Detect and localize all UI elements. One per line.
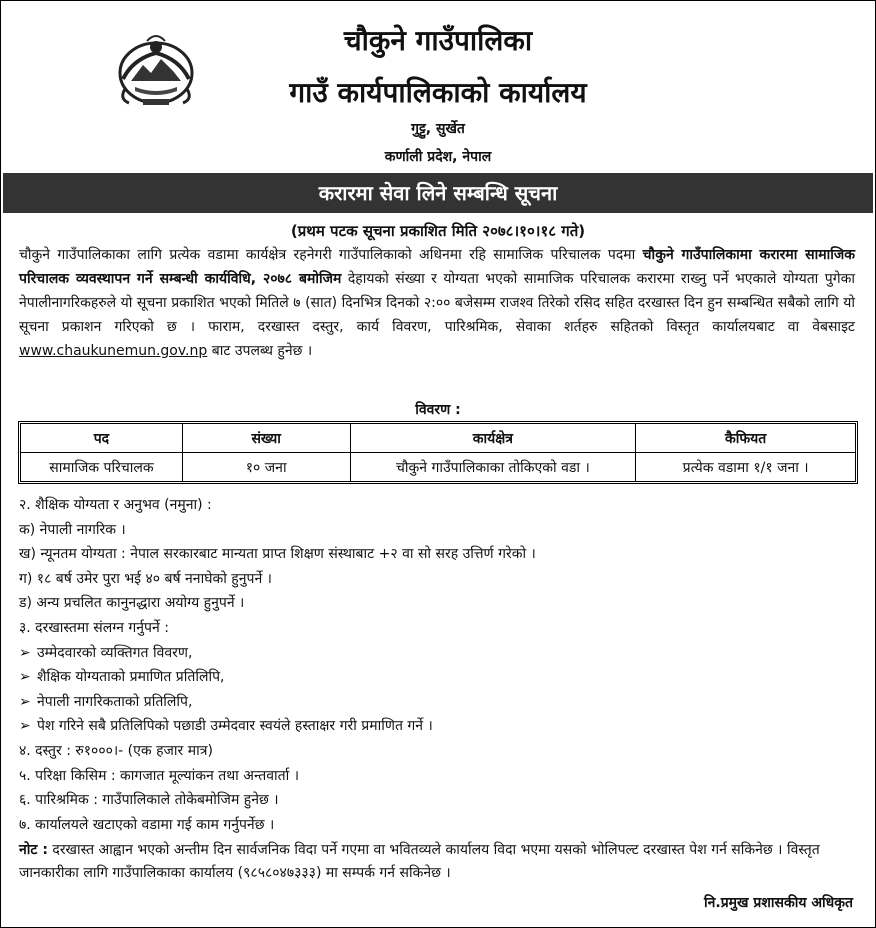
table-cell: चौकुने गाउँपालिकाका तोकिएको वडा ।: [350, 453, 636, 482]
signature-title: नि.प्रमुख प्रशासकीय अधिकृत: [704, 895, 853, 911]
list-item-text: ड) अन्य प्रचलित कानुनद्धारा अयोग्य हुनुपर्ने ।: [19, 595, 245, 612]
note-paragraph: [19, 839, 859, 885]
list-item: [19, 690, 859, 715]
intro-bold-text: चौकुने गाउँपालिकामा करारमा सामाजिक परिचालक व्यवस्थापन गर्ने सम्बन्धी कार्यविधि, २०७८ बमोजिम: [19, 247, 856, 287]
table-row: [21, 453, 856, 482]
list-item-text: ३. दरखास्तमा संलग्न गर्नुपर्ने :: [19, 619, 169, 636]
address-line-2: कर्णाली प्रदेश, नेपाल: [384, 149, 492, 165]
website-link[interactable]: www.chaukunemun.gov.np: [19, 343, 208, 359]
office-title: गाउँ कार्यपालिकाको कार्यालय: [289, 76, 587, 109]
list-item: [19, 518, 859, 543]
list-item: [19, 665, 859, 690]
list-item-text: ५. परिक्षा किसिम : कागजात मूल्यांकन तथा अन्तवार्ता ।: [19, 767, 300, 784]
list-item: [19, 591, 859, 616]
address-line-1: गुट्टु, सुर्खेत: [411, 121, 465, 137]
note-label: नोट :: [19, 842, 48, 858]
notice-title: करारमा सेवा लिने सम्बन्धि सूचना: [318, 181, 558, 205]
publication-date: (प्रथम पटक सूचना प्रकाशित मिति २०७८।१०।१८ गते): [290, 222, 586, 240]
intro-paragraph: [19, 243, 855, 363]
table-cell: १० जना: [182, 453, 350, 482]
list-item-text: ग) १८ बर्ष उमेर पुरा भई ४० बर्ष ननाघेको हुनुपर्ने ।: [19, 570, 272, 587]
list-item-text: पेश गरिने सबै प्रतिलिपिको पछाडी उम्मेदवार स्वयंले हस्ताक्षर गरी प्रमाणित गर्ने ।: [37, 718, 433, 735]
note-text: दरखास्त आह्वान भएको अन्तीम दिन सार्वजनिक विदा पर्ने गएमा वा भवितव्यले कार्यालय विदा भएमा यसको भोलिपल्ट दरखास्त पेश गर्न सकिनेछ । विस्तृत जानकारीका लागि गाउँपालिकाका कार्यालय (९८५८०४७३३३) मा सम्पर्क गर्न सकिनेछ ।: [19, 842, 820, 881]
list-item-text: ख) न्यूनतम योग्यता : नेपाल सरकारबाट मान्यता प्राप्त शिक्षण संस्थाबाट +२ वा सो सरह उत्तिर्ण गरेको ।: [19, 546, 536, 563]
list-item-text: २. शैक्षिक योग्यता र अनुभव (नमुना) :: [19, 497, 212, 513]
list-item-text: ४. दस्तुर : रु१०००।- (एक हजार मात्र): [19, 742, 213, 759]
list-item: [19, 739, 859, 764]
arrow-bullet-icon: ➢: [19, 693, 31, 710]
details-label: विवरण :: [415, 402, 461, 418]
arrow-bullet-icon: ➢: [19, 644, 31, 661]
list-item-text: ६. पारिश्रमिक : गाउँपालिकाले तोकेबमोजिम हुनेछ ।: [19, 792, 279, 809]
arrow-bullet-icon: ➢: [19, 669, 31, 686]
table-header-cell: पद: [21, 424, 183, 453]
list-item: [19, 542, 859, 567]
intro-text-3: बाट उपलब्ध हुनेछ ।: [207, 343, 313, 359]
list-item-text: क) नेपाली नागरिक ।: [19, 521, 126, 538]
list-item: [19, 813, 859, 838]
list-item-text: ७. कार्यालयले खटाएको वडामा गई काम गर्नुपर्नेछ ।: [19, 816, 275, 833]
notice-banner: [3, 173, 873, 213]
intro-text-2: देहायको संख्या र योग्यता भएको सामाजिक परिचालक करारमा राख्नु पर्ने भएकाले योग्यता पुगेका नेपालीनागरिकहरुले यो सूचना प्रकाशित भएको मितिले ७ (सात) दिनभित्र दिनको २:०० बजेसम्म राजश्व तिरेको रसिद सहित दरखास्त दिन हुन सम्बन्धित सबैको लागि यो सूचना प्रकाशन गरिएको छ । फाराम, दरखास्त दस्तुर, कार्य विवरण, पारिश्रमिक, सेवाका शर्तहरु सहितको विस्तृत कार्यालयबाट वा वेबसाइट: [19, 271, 855, 335]
list-item: [19, 493, 859, 518]
municipality-title: चौकुने गाउँपालिका: [343, 24, 533, 57]
table-header-cell: कैफियत: [636, 424, 856, 453]
intro-text-1: चौकुने गाउँपालिकाका लागि प्रत्येक वडामा कार्यक्षेत्र रहनेगरी गाउँपालिकाको अधिनमा रहि सामाजिक परिचालक पदमा: [19, 247, 643, 263]
list-item-text: शैक्षिक योग्यताको प्रमाणित प्रतिलिपि,: [37, 669, 225, 686]
list-item-text: नेपाली नागरिकताको प्रतिलिपि,: [37, 693, 193, 710]
list-item: [19, 641, 859, 666]
list-item: [19, 788, 859, 813]
list-item: [19, 567, 859, 592]
table-cell: प्रत्येक वडामा १/१ जना ।: [636, 453, 856, 482]
list-item-text: उम्मेदवारको व्यक्तिगत विवरण,: [37, 644, 193, 661]
requirements-list: [19, 493, 859, 837]
arrow-bullet-icon: ➢: [19, 718, 31, 735]
table-header-cell: संख्या: [182, 424, 350, 453]
vacancy-table: [20, 423, 856, 482]
list-item: [19, 714, 859, 739]
table-cell: सामाजिक परिचालक: [21, 453, 183, 482]
list-item: [19, 764, 859, 789]
table-header-cell: कार्यक्षेत्र: [350, 424, 636, 453]
list-item: [19, 616, 859, 641]
table-header-row: [21, 424, 856, 453]
